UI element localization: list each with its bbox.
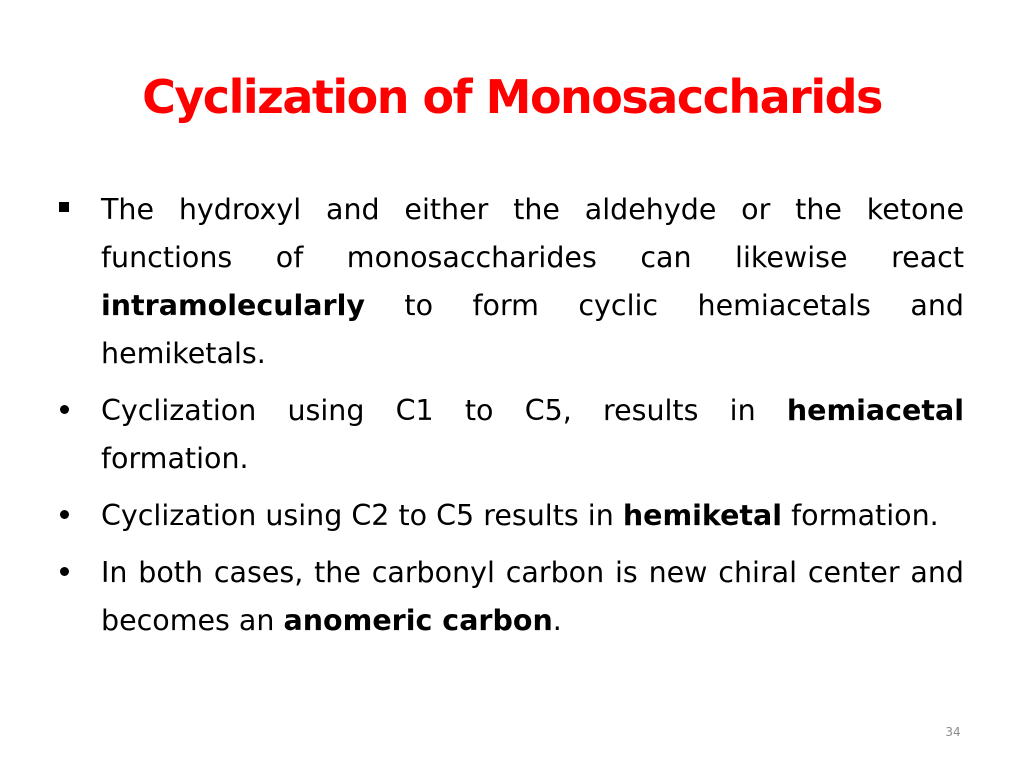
bullet-list xyxy=(54,186,964,654)
bullet-3-text-end: formation. xyxy=(782,499,939,532)
square-bullet-icon xyxy=(54,186,74,234)
bullet-4-text: In both cases, the carbonyl carbon is new chiral center and becomes an xyxy=(101,556,964,637)
bullet-3-bold-term: hemiketal xyxy=(622,499,783,532)
round-bullet-icon xyxy=(54,492,74,540)
bullet-2-text-end: formation. xyxy=(101,442,249,475)
bullet-3-text: Cyclization using C2 to C5 results in xyxy=(101,499,623,532)
bullet-item-2 xyxy=(54,387,964,483)
slide-title: Cyclization of Monosaccharids xyxy=(142,70,882,124)
page-number: 34 xyxy=(945,725,961,739)
bullet-1-text: The hydroxyl and either the aldehyde or the ketone functions of monosaccharides can likewise react xyxy=(101,193,964,274)
bullet-4-bold-term: anomeric carbon xyxy=(283,604,553,637)
bullet-item-3 xyxy=(54,492,964,540)
bullet-2-text: Cyclization using C1 to C5, results in xyxy=(101,394,787,427)
bullet-item-1 xyxy=(54,186,964,378)
bullet-4-text-end: . xyxy=(552,604,562,637)
bullet-2-bold-term: hemiacetal xyxy=(786,394,964,427)
round-bullet-icon xyxy=(54,387,74,435)
bullet-item-4 xyxy=(54,549,964,645)
round-bullet-icon xyxy=(54,549,74,597)
bullet-1-bold-term: intramolecularly xyxy=(101,289,365,322)
bullet-1-text-end: to form cyclic hemiacetals and hemiketals. xyxy=(101,289,964,370)
